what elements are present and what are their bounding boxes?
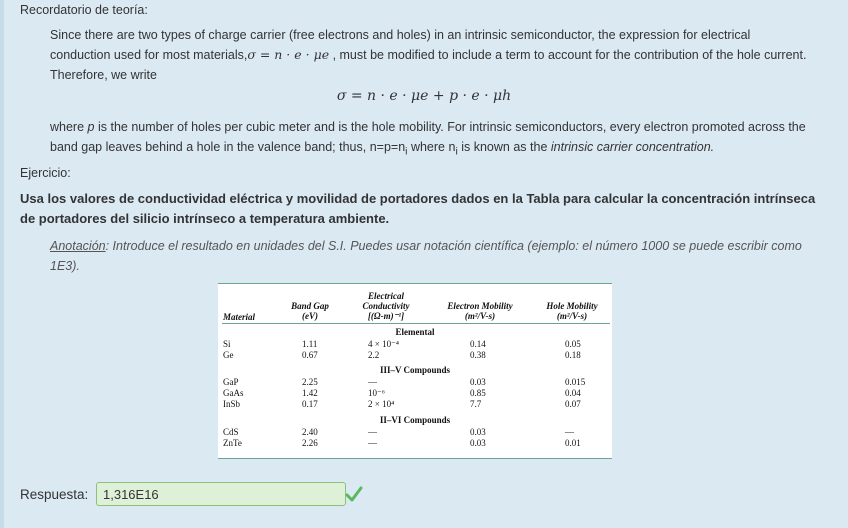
cell-material: Ge — [223, 350, 234, 360]
cell-emob: 0.38 — [470, 350, 486, 360]
table-row — [218, 399, 612, 410]
th-e-mob-1: Electron Mobility — [447, 301, 513, 311]
cell-emob: 0.85 — [470, 388, 486, 398]
table-row — [218, 427, 612, 438]
table-top-rule — [218, 283, 612, 284]
cell-cond: — — [368, 377, 377, 387]
section-iii-v: III–V Compounds — [379, 365, 451, 375]
cell-cond: — — [368, 438, 377, 448]
table-row — [218, 350, 612, 361]
table-row — [218, 377, 612, 388]
th-material: Material — [223, 312, 256, 322]
cell-material: Si — [223, 339, 231, 349]
cell-hmob: 0.015 — [565, 377, 586, 387]
cell-emob: 7.7 — [470, 399, 482, 409]
theory-heading: Recordatorio de teoría: — [20, 3, 148, 17]
th-cond-3: [(Ω-m)⁻¹] — [367, 311, 405, 321]
th-hole-mobility — [534, 301, 610, 321]
cell-hmob: 0.01 — [565, 438, 581, 448]
equation-block — [0, 88, 848, 104]
check-icon — [344, 482, 364, 506]
cell-cond: 4 × 10⁻⁴ — [368, 339, 399, 349]
theory-text-b: , must be modified to include a term to account for the contribution of the hole current. Therefore, we write — [50, 48, 807, 82]
cell-gap: 2.26 — [302, 438, 318, 448]
cell-gap: 1.11 — [302, 339, 318, 349]
page-left-edge — [0, 0, 4, 528]
theory-paragraph-1 — [50, 25, 810, 85]
theory2-text-a: where — [50, 120, 85, 134]
answer-label: Respuesta: — [20, 487, 89, 502]
cell-gap: 0.67 — [302, 350, 318, 360]
th-h-mob-1: Hole Mobility — [546, 301, 598, 311]
table-row — [218, 438, 612, 449]
theory2-sub-2: i — [455, 146, 458, 158]
th-band-gap-1: Band Gap — [291, 301, 329, 311]
theory2-text-d: is known as the — [461, 140, 548, 154]
cell-cond: 2.2 — [368, 350, 380, 360]
theory2-text-c: where n — [410, 140, 456, 154]
formula-inline: σ = n · e · μe — [247, 47, 330, 62]
equation: σ = n · e · μe + p · e · μh — [336, 88, 512, 104]
cell-cond: — — [368, 427, 377, 437]
cell-emob: 0.03 — [470, 438, 486, 448]
properties-table — [218, 283, 612, 459]
cell-hmob: 0.07 — [565, 399, 581, 409]
th-band-gap — [280, 301, 340, 321]
table-row — [218, 339, 612, 350]
table-row — [218, 388, 612, 399]
cell-cond: 10⁻⁶ — [368, 388, 385, 398]
exercise-heading: Ejercicio: — [20, 166, 71, 180]
th-band-gap-2: (eV) — [302, 311, 318, 321]
cell-emob: 0.03 — [470, 377, 486, 387]
cell-hmob: 0.05 — [565, 339, 581, 349]
section-elemental: Elemental — [395, 327, 435, 337]
cell-gap: 1.42 — [302, 388, 318, 398]
cell-emob: 0.03 — [470, 427, 486, 437]
th-h-mob-2: (m²/V-s) — [556, 311, 588, 321]
question-text: Usa los valores de conductividad eléctrica y movilidad de portadores dados en la Tabla para calcular la concentración intrínseca de portadores del silicio intrínseco a temperatura ambiente. — [20, 191, 816, 226]
note — [50, 236, 810, 276]
th-electron-mobility — [432, 301, 528, 321]
th-cond-1: Electrical — [368, 291, 404, 301]
theory2-p-symbol: p — [87, 120, 95, 134]
th-e-mob-2: (m²/V-s) — [464, 311, 496, 321]
cell-gap: 2.25 — [302, 377, 318, 387]
answer-input[interactable] — [96, 482, 346, 506]
cell-cond: 2 × 10⁴ — [368, 399, 395, 409]
cell-material: GaP — [223, 377, 239, 387]
cell-material: InSb — [223, 399, 241, 409]
section-ii-vi: II–VI Compounds — [379, 415, 451, 425]
table-header-rule — [222, 323, 610, 324]
cell-material: GaAs — [223, 388, 244, 398]
theory2-text-b: is the number of holes per cubic meter and is the hole mobility. For intrinsic semiconductors, every electron promoted across the band gap leaves behind a hole in the valence band; thus, n=p=n — [50, 120, 806, 154]
cell-gap: 0.17 — [302, 399, 318, 409]
cell-emob: 0.14 — [470, 339, 486, 349]
cell-hmob: — — [565, 427, 574, 437]
theory2-italic-term: intrinsic carrier concentration. — [550, 140, 715, 154]
th-conductivity — [346, 291, 426, 321]
cell-gap: 2.40 — [302, 427, 318, 437]
theory-text-a: Since there are two types of charge carrier (free electrons and holes) in an intrinsic semiconductor, the expression for electrical conduction used for most materials, — [50, 28, 751, 62]
theory-paragraph-2 — [50, 117, 810, 163]
theory2-sub-1: i — [405, 146, 408, 158]
cell-hmob: 0.18 — [565, 350, 581, 360]
note-label: Anotación — [50, 239, 106, 253]
th-cond-2: Conductivity — [362, 301, 410, 311]
note-text: : Introduce el resultado en unidades del S.I. Puedes usar notación científica (ejemplo: el número 1000 se puede escribir como 1E3). — [50, 239, 802, 273]
cell-material: CdS — [223, 427, 239, 437]
cell-material: ZnTe — [223, 438, 242, 448]
cell-hmob: 0.04 — [565, 388, 581, 398]
